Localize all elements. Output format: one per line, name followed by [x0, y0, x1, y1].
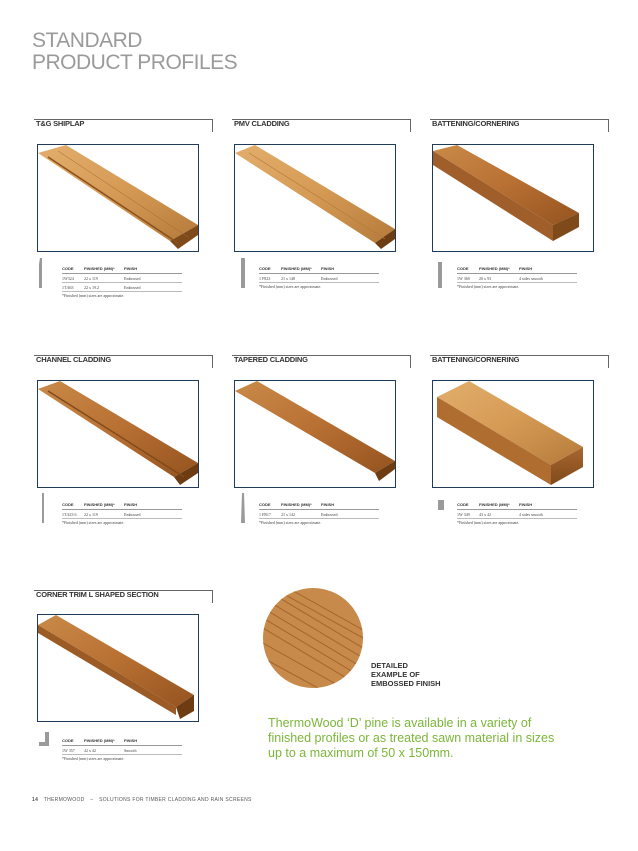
col-finished: FINISHED (MM)* [281, 266, 312, 271]
size-note: *Finished (mm) sizes are approximate. [457, 284, 520, 289]
col-code: CODE [62, 738, 74, 743]
footer-brand: THERMOWOOD [43, 797, 85, 803]
col-finish: FINISH [321, 266, 335, 271]
col-finished: FINISHED (MM)* [479, 502, 510, 507]
size-note: *Finished (mm) sizes are approximate. [62, 293, 125, 298]
card-header-battening-1 [430, 119, 609, 132]
spec-table-pmv-cladding [259, 266, 379, 289]
product-photo-corner-trim [37, 614, 199, 722]
card-header-battening-2 [430, 355, 609, 368]
title-line-2: PRODUCT PROFILES [32, 51, 238, 74]
card-title: TAPERED CLADDING [234, 355, 308, 364]
card-title: CORNER TRIM L SHAPED SECTION [36, 590, 159, 599]
product-photo-tapered-cladding [234, 380, 396, 488]
product-blurb: ThermoWood ‘D’ pine is available in a variety of finished profiles or as treated sawn material in sizes up to a maximum of 50 x 150mm. [268, 716, 555, 760]
card-title: T&G SHIPLAP [36, 119, 85, 128]
size-note: *Finished (mm) sizes are approximate. [457, 520, 520, 525]
spec-table-corner-trim [62, 738, 182, 761]
title-line-1: STANDARD [32, 29, 142, 52]
col-code: CODE [259, 502, 271, 507]
product-photo-battening-2 [432, 380, 594, 488]
page-title [32, 30, 237, 74]
footer-text: SOLUTIONS FOR TIMBER CLADDING AND RAIN SCREENS [99, 797, 252, 803]
size-note: *Finished (mm) sizes are approximate. [259, 520, 322, 525]
table-row: 1 FR17 21 x 142 Embossed [259, 510, 379, 519]
profile-icon-tg-shiplap [38, 258, 44, 288]
product-photo-pmv-cladding [234, 144, 396, 252]
col-code: CODE [62, 502, 74, 507]
col-finish: FINISH [519, 266, 533, 271]
size-note: *Finished (mm) sizes are approximate. [62, 756, 125, 761]
table-row: 1W 357 42 x 42 Smooth [62, 746, 182, 755]
table-row: 1T/423 6 22 x 119 Embossed [62, 510, 182, 519]
product-photo-battening-1 [432, 144, 594, 252]
col-finished: FINISHED (MM)* [479, 266, 510, 271]
spec-table-tapered-cladding [259, 502, 379, 525]
card-header-tapered-cladding [232, 355, 411, 368]
col-finish: FINISH [124, 502, 138, 507]
col-code: CODE [62, 266, 74, 271]
col-code: CODE [457, 266, 469, 271]
embossed-finish-detail-image [263, 588, 363, 688]
table-row: 1W324 22 x 119 Embossed [62, 274, 182, 283]
card-title: PMV CLADDING [234, 119, 290, 128]
card-title: BATTENING/CORNERING [432, 355, 520, 364]
col-finish: FINISH [124, 266, 138, 271]
table-row: 1 F823 21 x 148 Embossed [259, 274, 379, 283]
size-note: *Finished (mm) sizes are approximate. [62, 520, 125, 525]
card-header-pmv-cladding [232, 119, 411, 132]
col-finish: FINISH [519, 502, 533, 507]
spec-table-battening-2 [457, 502, 577, 525]
col-finished: FINISHED (MM)* [84, 266, 115, 271]
footer-separator: – [90, 797, 94, 803]
profile-icon-pmv-cladding [240, 258, 246, 288]
table-row: 1W 360 20 x 93 4 sides smooth [457, 274, 577, 283]
profile-icon-tapered-cladding [240, 493, 246, 523]
profile-icon-channel-cladding [40, 493, 46, 523]
card-header-corner-trim [34, 590, 213, 603]
card-title: CHANNEL CLADDING [36, 355, 111, 364]
page-number: 14 [32, 797, 39, 803]
col-finished: FINISHED (MM)* [84, 502, 115, 507]
spec-table-battening-1 [457, 266, 577, 289]
col-finish: FINISH [124, 738, 138, 743]
profile-icon-corner-trim [38, 732, 50, 748]
table-row: 1W 349 43 x 42 4 sides smooth [457, 510, 577, 519]
card-header-channel-cladding [34, 355, 213, 368]
col-code: CODE [259, 266, 271, 271]
table-row: 1T/463 22 x 19.2 Embossed [62, 283, 182, 292]
size-note: *Finished (mm) sizes are approximate. [259, 284, 322, 289]
spec-table-tg-shiplap [62, 266, 182, 298]
card-header-tg-shiplap [34, 119, 213, 132]
col-code: CODE [457, 502, 469, 507]
col-finished: FINISHED (MM)* [84, 738, 115, 743]
detail-caption: DETAILED EXAMPLE OF EMBOSSED FINISH [371, 661, 441, 688]
product-photo-channel-cladding [37, 380, 199, 488]
page-footer [32, 797, 252, 803]
product-photo-tg-shiplap [37, 144, 199, 252]
card-title: BATTENING/CORNERING [432, 119, 520, 128]
col-finished: FINISHED (MM)* [281, 502, 312, 507]
profile-icon-battening-2 [438, 500, 444, 530]
col-finish: FINISH [321, 502, 335, 507]
profile-icon-battening-1 [437, 262, 443, 292]
spec-table-channel-cladding [62, 502, 182, 525]
